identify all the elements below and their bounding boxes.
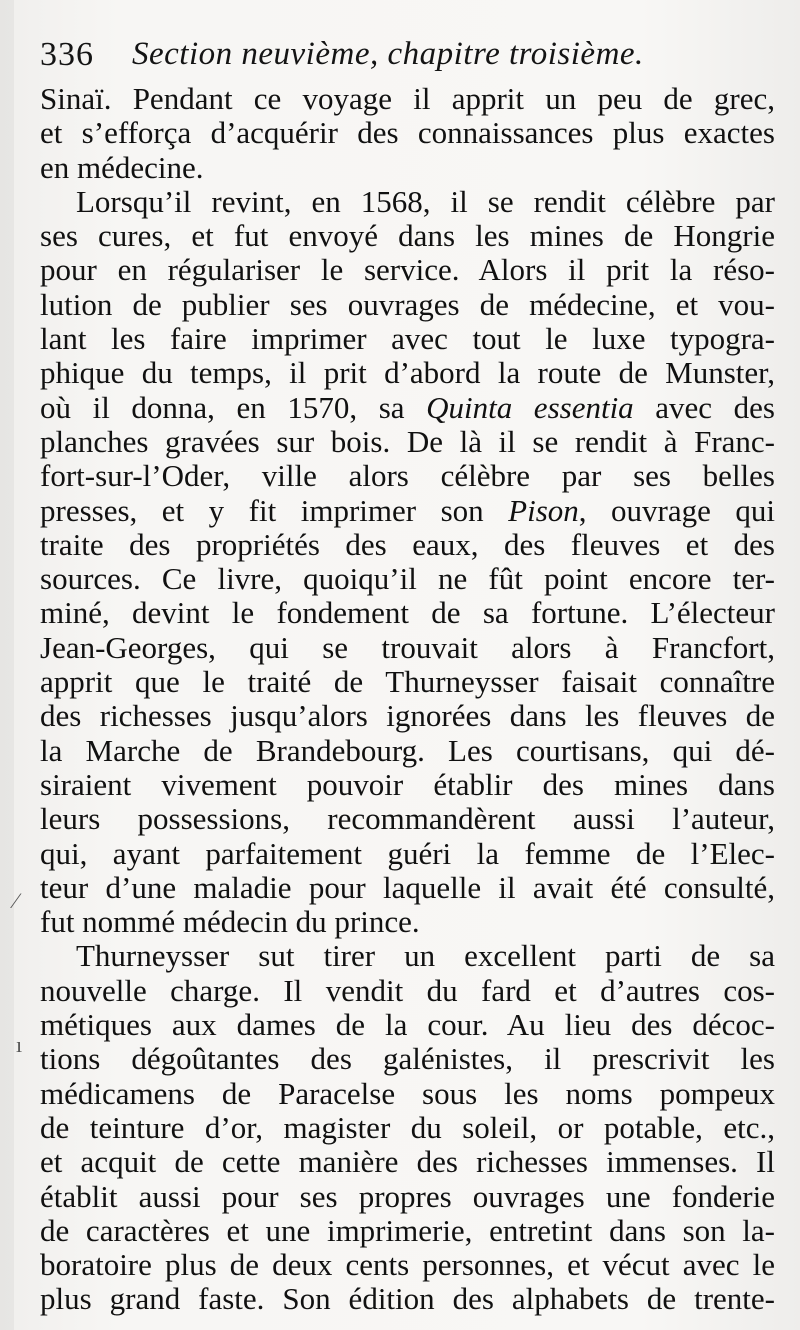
page-edge-shadow bbox=[0, 0, 14, 1330]
text-line: apprit que le traité de Thurneysser faisait connaître bbox=[40, 664, 775, 700]
running-head: Section neuvième, chapitre troisième. bbox=[132, 36, 644, 72]
text-line: presses, et y fit imprimer son Pison, ouvrage qui bbox=[40, 492, 775, 528]
text-line: fut nommé médecin du prince. bbox=[40, 904, 420, 940]
text-line: plus grand faste. Son édition des alphabets de trente- bbox=[40, 1281, 775, 1317]
body-text bbox=[40, 82, 775, 1317]
text-line: de teinture d’or, magister du soleil, or potable, etc., bbox=[40, 1109, 775, 1145]
text-line: sources. Ce livre, quoiqu’il ne fût point encore ter- bbox=[40, 561, 775, 597]
text-line: lant les faire imprimer avec tout le luxe typogra- bbox=[40, 321, 775, 357]
margin-mark: ⁄ bbox=[14, 888, 18, 913]
text-line: des richesses jusqu’alors ignorées dans les fleuves de bbox=[40, 698, 775, 734]
text-line: traite des propriétés des eaux, des fleuves et des bbox=[40, 526, 775, 562]
text-line: Jean-Georges, qui se trouvait alors à Francfort, bbox=[40, 629, 775, 665]
text-line: miné, devint le fondement de sa fortune. L’électeur bbox=[40, 595, 775, 631]
text-line: établit aussi pour ses propres ouvrages une fonderie bbox=[40, 1178, 775, 1214]
text-line: teur d’une maladie pour laquelle il avait été consulté, bbox=[40, 869, 775, 905]
margin-mark: ı bbox=[16, 1032, 23, 1057]
text-line: phique du temps, il prit d’abord la route de Munster, bbox=[40, 355, 775, 391]
text-line: la Marche de Brandebourg. Les courtisans, qui dé- bbox=[40, 732, 775, 768]
text-line: lution de publier ses ouvrages de médecine, et vou- bbox=[40, 286, 775, 322]
text-line: nouvelle charge. Il vendit du fard et d’autres cos- bbox=[40, 972, 775, 1008]
text-line: tions dégoûtantes des galénistes, il prescrivit les bbox=[40, 1041, 775, 1077]
text-line: boratoire plus de deux cents personnes, et vécut avec le bbox=[40, 1247, 775, 1283]
page-number: 336 bbox=[40, 36, 94, 73]
text-line: qui, ayant parfaitement guéri la femme de l’Elec- bbox=[40, 835, 775, 871]
text-line: médicamens de Paracelse sous les noms pompeux bbox=[40, 1075, 775, 1111]
italic-title: Pison bbox=[508, 492, 579, 528]
text-line: ses cures, et fut envoyé dans les mines de Hongrie bbox=[40, 218, 775, 254]
text-line: fort-sur-l’Oder, ville alors célèbre par ses belles bbox=[40, 458, 775, 494]
text-line: planches gravées sur bois. De là il se rendit à Franc- bbox=[40, 423, 775, 459]
text-line: métiques aux dames de la cour. Au lieu des décoc- bbox=[40, 1007, 775, 1043]
text-line: Sinaï. Pendant ce voyage il apprit un peu de grec, bbox=[40, 81, 775, 116]
text-line: de caractères et une imprimerie, entretint dans son la- bbox=[40, 1212, 775, 1248]
text-line: Lorsqu’il revint, en 1568, il se rendit célèbre par bbox=[76, 183, 775, 219]
text-line: siraient vivement pouvoir établir des mines dans bbox=[40, 766, 775, 802]
text-line: où il donna, en 1570, sa Quinta essentia avec des bbox=[40, 389, 775, 425]
text-line: et acquit de cette manière des richesses immenses. Il bbox=[40, 1144, 775, 1180]
text-line: Thurneysser sut tirer un excellent parti de sa bbox=[76, 938, 775, 974]
text-line: pour en régulariser le service. Alors il prit la réso- bbox=[40, 252, 775, 288]
text-line: et s’efforça d’acquérir des connaissances plus exactes bbox=[40, 115, 775, 151]
page-header bbox=[40, 32, 760, 82]
text-line: en médecine. bbox=[40, 149, 204, 185]
italic-title: Quinta essentia bbox=[426, 389, 634, 425]
text-line: leurs possessions, recommandèrent aussi l’auteur, bbox=[40, 801, 775, 837]
